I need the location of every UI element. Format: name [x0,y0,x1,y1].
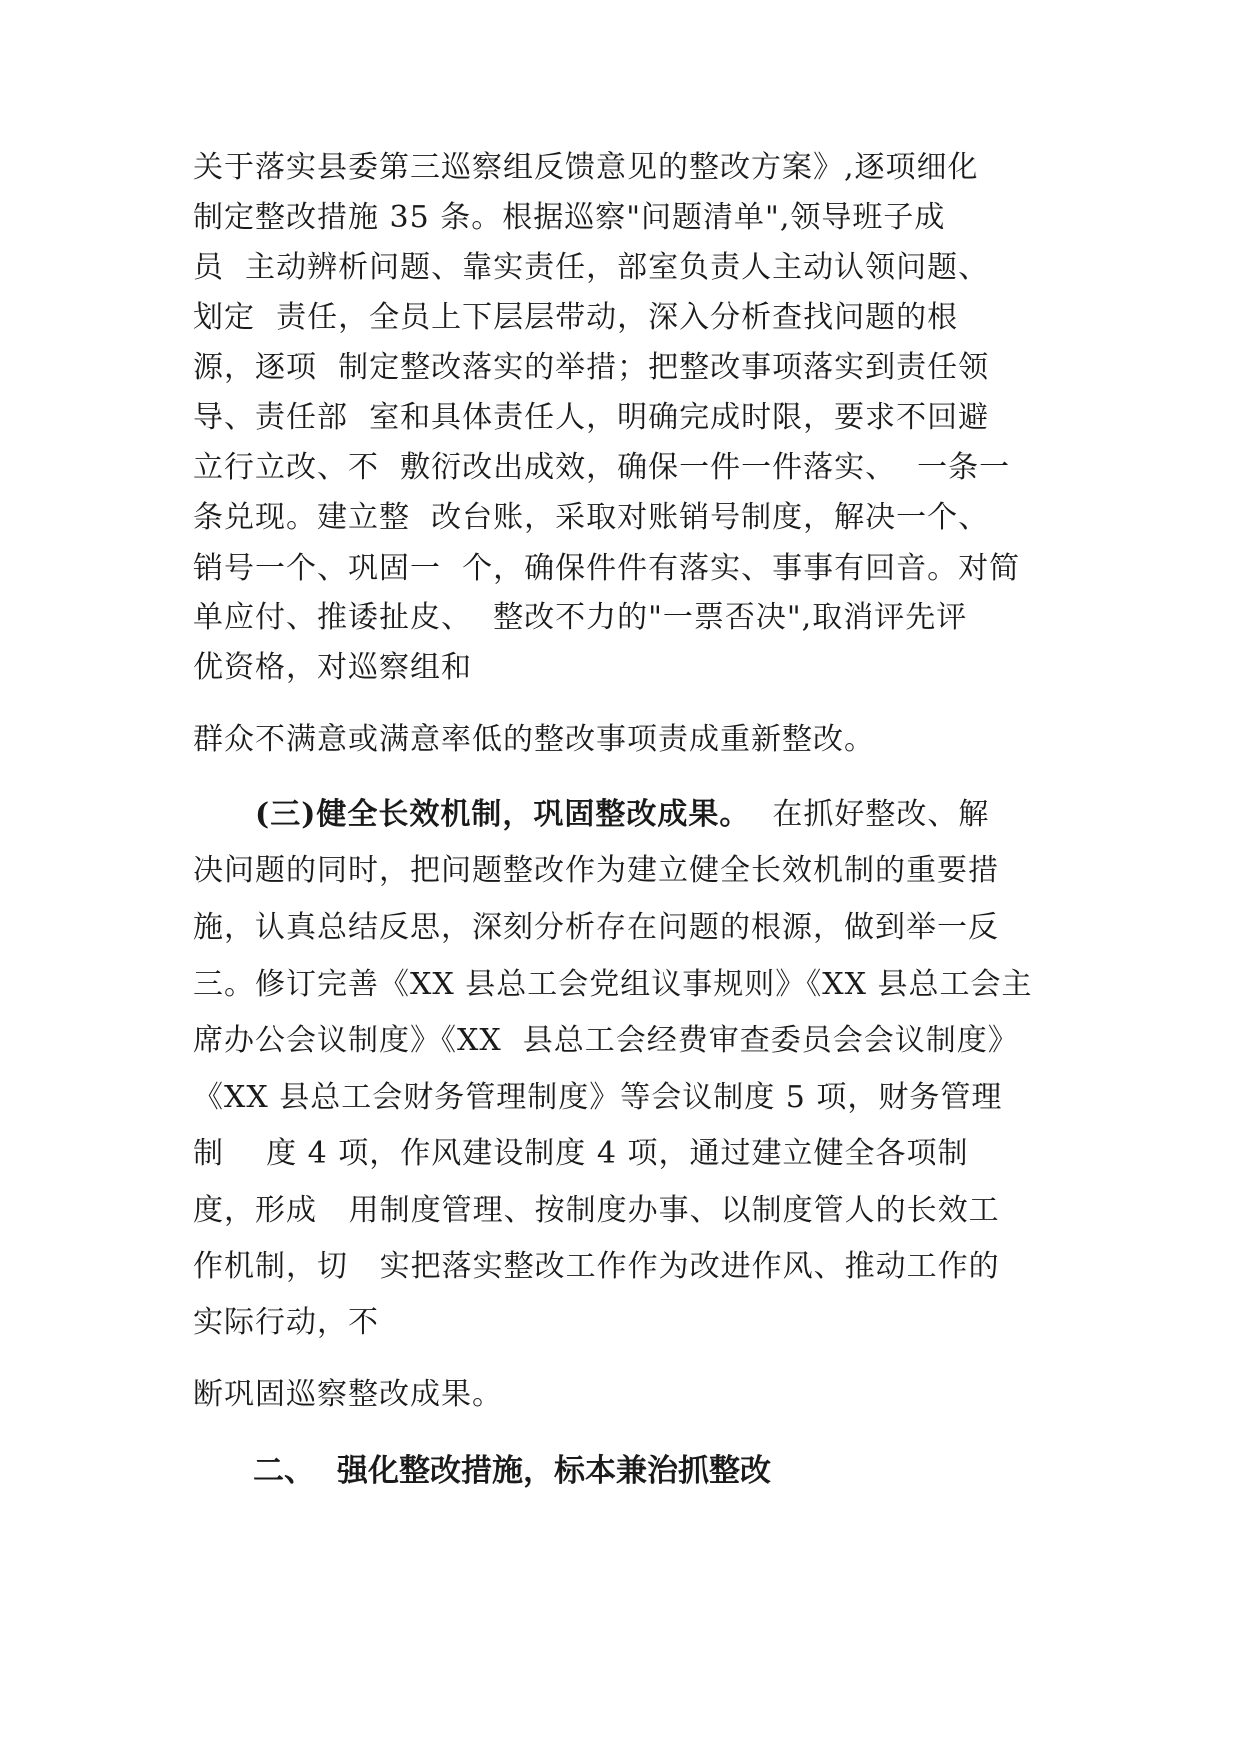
text-line: 决问题的同时，把问题整改作为建立健全长效机制的重要措 [193,853,999,888]
text-line: 销号一个、巩固一 个，确保件件有落实、事事有回音。对简 [193,551,1021,586]
text-line: 实际行动，不 [193,1305,379,1340]
text-line: 关于落实县委第三巡察组反馈意见的整改方案》,逐项细化 [193,150,979,185]
text-line: 源，逐项 制定整改落实的举措；把整改事项落实到责任领 [193,350,990,385]
text-fragment: 在抓好整改、解 [772,797,990,832]
text-line: 度，形成 用制度管理、按制度办事、以制度管人的长效工 [193,1193,1000,1228]
section-number: 二、 [253,1453,315,1489]
section-title: 强化整改措施，标本兼治抓整改 [337,1453,771,1489]
text-line: 单应付、推诿扯皮、 整改不力的"一票否决",取消评先评 [193,600,968,635]
paragraph-tail: 断巩固巡察整改成果。 [193,1377,503,1412]
text-line: 席办公会议制度》《XX 县总工会经费审查委员会会议制度》 [193,1023,1019,1058]
paragraph-tail: 群众不满意或满意率低的整改事项责成重新整改。 [193,722,875,757]
section-heading [253,1453,771,1489]
text-line: 制 度 4 项，作风建设制度 4 项，通过建立健全各项制 [193,1136,969,1171]
text-line: 条兑现。建立整 改台账，采取对账销号制度，解决一个、 [193,500,990,535]
text-line: 划定 责任，全员上下层层带动，深入分析查找问题的根 [193,300,959,335]
text-line: 作机制，切 实把落实整改工作作为改进作风、推动工作的 [193,1249,1000,1284]
text-line: 立行立改、不 敷衍改出成效，确保一件一件落实、 一条一 [193,450,1011,485]
text-line: 导、责任部 室和具体责任人，明确完成时限，要求不回避 [193,400,990,435]
text-line: 制定整改措施 35 条。根据巡察"问题清单",领导班子成 [193,200,946,235]
text-line: 优资格，对巡察组和 [193,650,472,685]
text-line: 员 主动辨析问题、靠实责任，部室负责人主动认领问题、 [193,250,990,285]
text-line: 《XX 县总工会财务管理制度》等会议制度 5 项，财务管理 [193,1080,1003,1115]
subheading: (三)健全长效机制，巩固整改成果。 [255,797,751,832]
text-line: 三。修订完善《XX 县总工会党组议事规则》《XX 县总工会主 [193,967,1033,1002]
subheading-line [255,797,989,833]
text-line: 施，认真总结反思，深刻分析存在问题的根源，做到举一反 [193,910,999,945]
